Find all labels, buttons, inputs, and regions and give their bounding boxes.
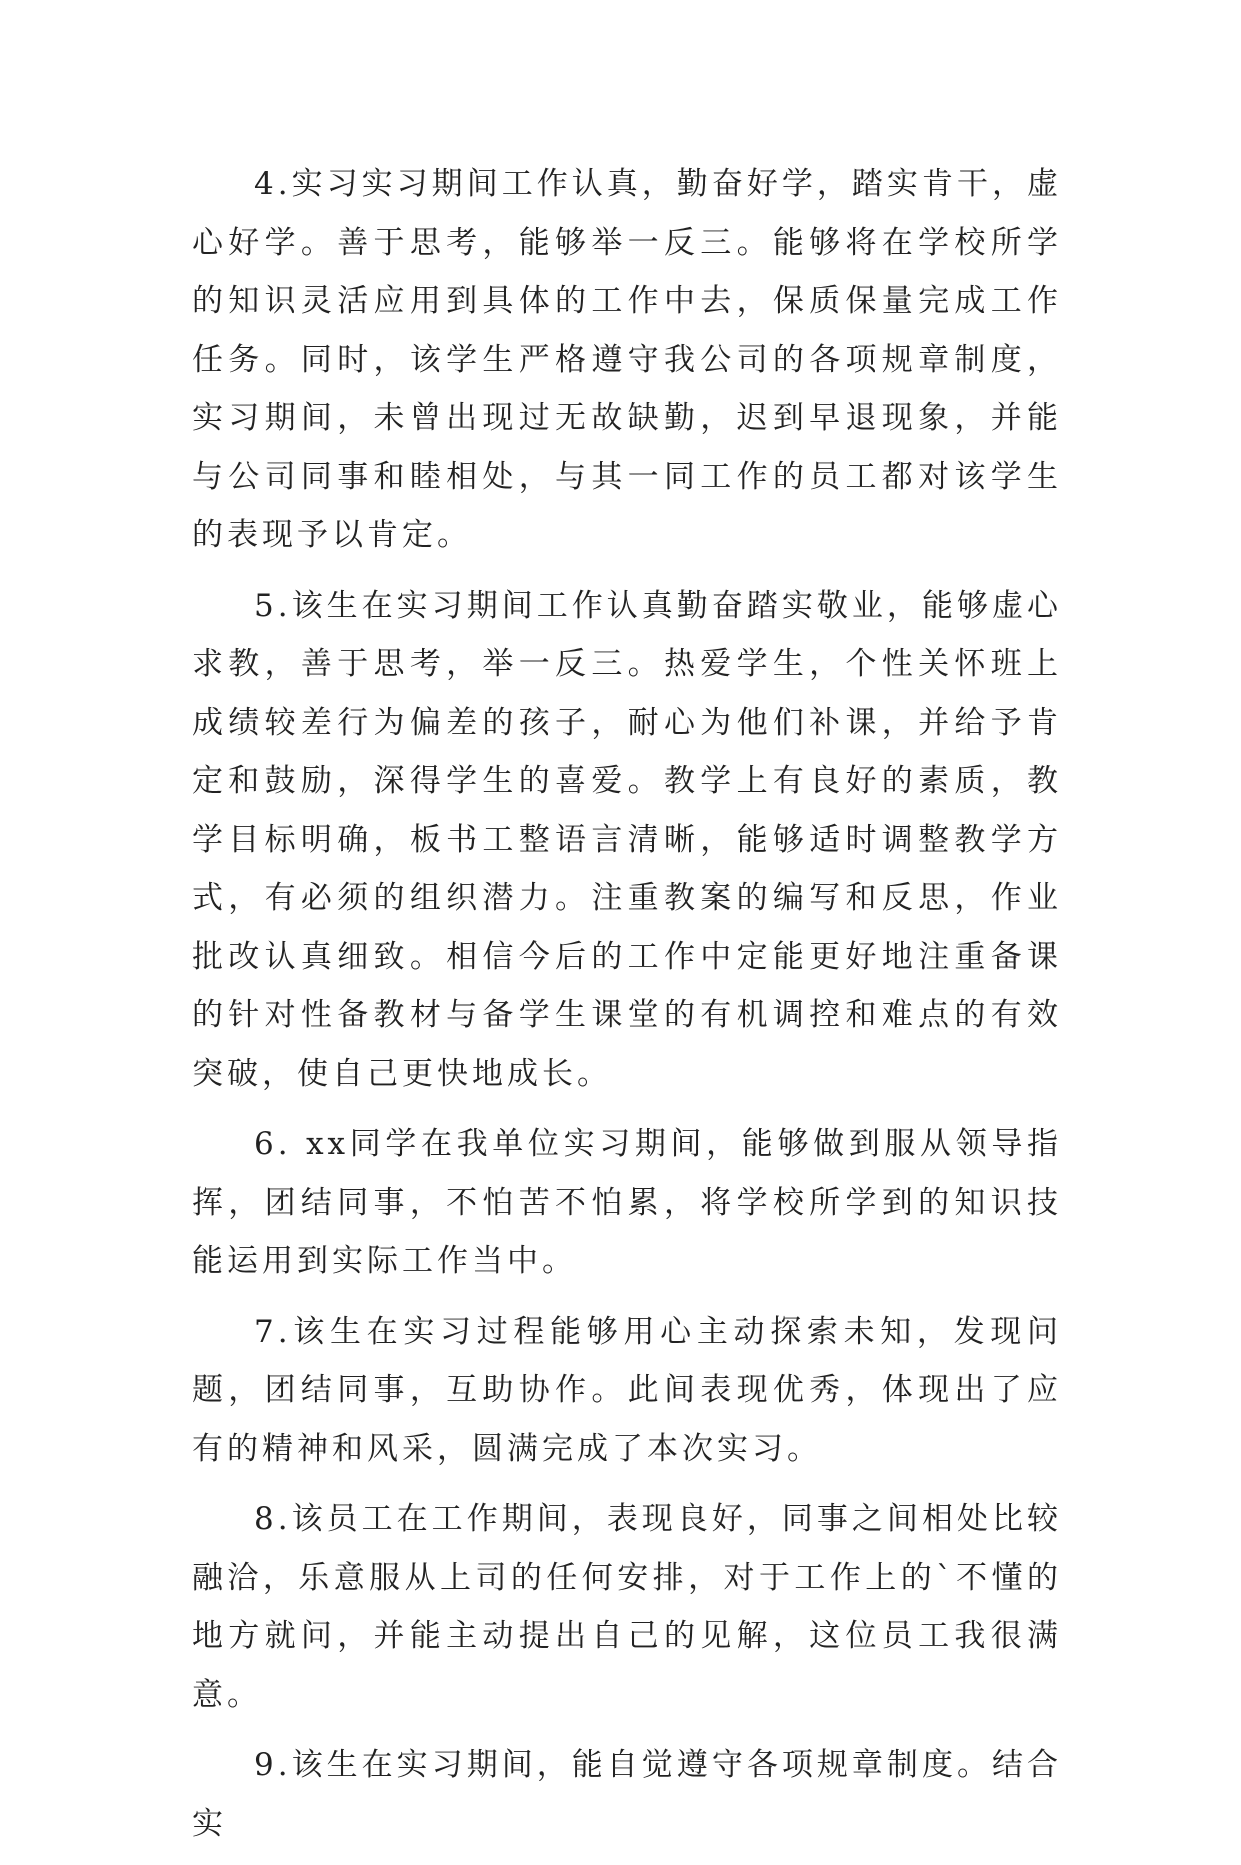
paragraph-7: 7.该生在实习过程能够用心主动探索未知，发现问题，团结同事，互助协作。此间表现优秀，体现出了应有的精神和风采，圆满完成了本次实习。 xyxy=(192,1313,1062,1467)
paragraph-8: 8.该员工在工作期间，表现良好，同事之间相处比较融洽，乐意服从上司的任何安排，对于工作上的`不懂的地方就问，并能主动提出自己的见解，这位员工我很满意。 xyxy=(192,1501,1062,1713)
document-body xyxy=(192,155,1062,1865)
paragraph-9: 9.该生在实习期间，能自觉遵守各项规章制度。结合实 xyxy=(192,1747,1062,1842)
paragraph-5: 5.该生在实习期间工作认真勤奋踏实敬业，能够虚心求教，善于思考，举一反三。热爱学生，个性关怀班上成绩较差行为偏差的孩子，耐心为他们补课，并给予肯定和鼓励，深得学生的喜爱。教学上有良好的素质，教学目标明确，板书工整语言清晰，能够适时调整教学方式，有必须的组织潜力。注重教案的编写和反思，作业批改认真细致。相信今后的工作中定能更好地注重备课的针对性备教材与备学生课堂的有机调控和难点的有效突破，使自己更快地成长。 xyxy=(192,587,1062,1092)
paragraph-4: 4.实习实习期间工作认真，勤奋好学，踏实肯干，虚心好学。善于思考，能够举一反三。能够将在学校所学的知识灵活应用到具体的工作中去，保质保量完成工作任务。同时，该学生严格遵守我公司的各项规章制度，实习期间，未曾出现过无故缺勤，迟到早退现象，并能与公司同事和睦相处，与其一同工作的员工都对该学生的表现予以肯定。 xyxy=(192,166,1062,553)
paragraph-6: 6. xx同学在我单位实习期间，能够做到服从领导指挥，团结同事，不怕苦不怕累，将学校所学到的知识技能运用到实际工作当中。 xyxy=(192,1126,1062,1279)
